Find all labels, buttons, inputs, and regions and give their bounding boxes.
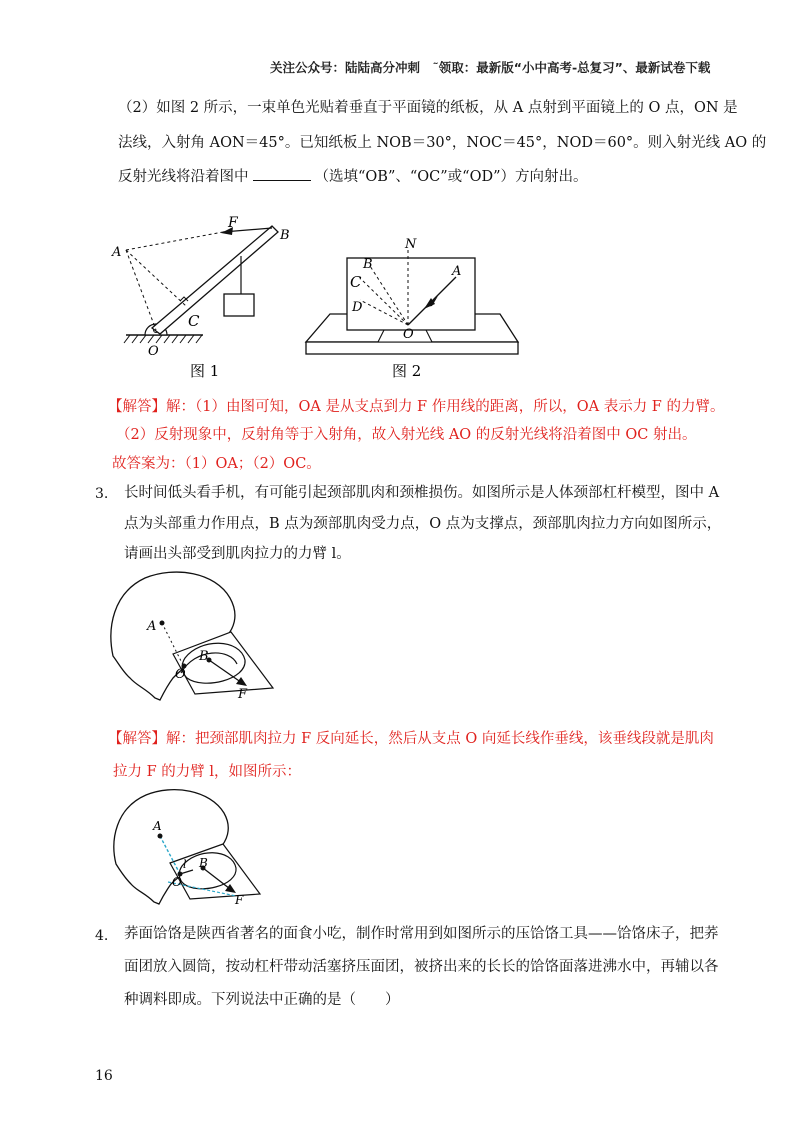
- figure-3-neck-lever: [105, 568, 280, 708]
- label-l: l: [183, 858, 187, 871]
- q4-line1: 荞面饸饹是陕西省著名的面食小吃，制作时常用到如图所示的压饸饹工具——饸饹床子，把荞: [124, 926, 719, 942]
- q4-number: 4.: [95, 928, 109, 944]
- label-B: B: [199, 649, 209, 664]
- q2-line3-suffix: （选填“OB”、“OC”或“OD”）方向射出。: [314, 169, 588, 185]
- q3-line1: 长时间低头看手机，有可能引起颈部肌肉和颈椎损伤。如图所示是人体颈部杠杆模型，图中 A: [124, 485, 720, 501]
- weight-block: [224, 294, 254, 316]
- lever-bar: [152, 226, 278, 334]
- label-F: F: [228, 215, 238, 231]
- label-C: C: [188, 312, 200, 330]
- label-B: B: [363, 257, 373, 272]
- q3-line3: 请画出头部受到肌肉拉力的力臂 l。: [124, 546, 351, 562]
- mirror-base: [306, 342, 518, 354]
- label-A: A: [147, 619, 157, 634]
- q3-line2: 点为头部重力作用点，B 点为颈部肌肉受力点，O 点为支撑点，颈部肌肉拉力方向如图所示，: [124, 516, 722, 532]
- q4-line3: 种调料即成。下列说法中正确的是（ ）: [124, 992, 400, 1008]
- label-F: F: [235, 893, 244, 907]
- label-A: A: [153, 819, 162, 833]
- q2-line1: （2）如图 2 所示，一束单色光贴着垂直于平面镜的纸板，从 A 点射到平面镜上的 O 点，ON 是: [118, 100, 738, 116]
- label-C: C: [350, 273, 362, 291]
- figure-4-answer: [108, 786, 268, 911]
- label-O: O: [148, 344, 159, 359]
- figure-2-mirror: [302, 232, 527, 392]
- answer-blank[interactable]: [253, 166, 311, 181]
- q4-line2: 面团放入圆筒，按动杠杆带动活塞挤压面团，被挤出来的长长的饸饹面落进沸水中，再辅以各: [124, 959, 719, 975]
- label-B: B: [280, 228, 290, 243]
- answer1-line3: 故答案为：（1）OA；（2）OC。: [112, 456, 321, 472]
- label-A: A: [112, 245, 122, 260]
- figure-1-caption: 图 1: [190, 362, 220, 380]
- answer1-tag: 【解答】: [108, 399, 166, 415]
- answer1-line1: [108, 397, 724, 417]
- page-number: 16: [95, 1068, 113, 1084]
- q2-line3-prefix: 反射光线将沿着图中: [118, 169, 249, 185]
- answer1-line2: （2）反射现象中，反射角等于入射角，故入射光线 AO 的反射光线将沿着图中 OC 射出。: [116, 427, 697, 443]
- q2-line3: [118, 166, 588, 187]
- label-N: N: [405, 237, 417, 252]
- label-D: D: [352, 300, 363, 315]
- answer2-text1: 解：把颈部肌肉拉力 F 反向延长，然后从支点 O 向延长线作垂线，该垂线段就是肌肉: [166, 731, 714, 747]
- q3-number: 3.: [95, 486, 109, 502]
- label-B: B: [199, 856, 208, 870]
- label-O: O: [403, 327, 414, 342]
- label-O: O: [172, 875, 182, 889]
- page-header: 关注公众号：陆陆高分冲刺 ˜领取：最新版“小中高考-总复习”、最新试卷下载: [270, 60, 711, 75]
- label-O: O: [175, 667, 186, 682]
- label-F: F: [238, 687, 248, 702]
- figure-2-caption: 图 2: [392, 362, 422, 380]
- label-A: A: [452, 264, 462, 279]
- answer2-line1: [108, 729, 714, 749]
- answer2-line2: 拉力 F 的力臂 l，如图所示：: [113, 764, 302, 780]
- answer2-tag: 【解答】: [108, 731, 166, 747]
- figure-1-lever: [108, 208, 308, 393]
- answer1-text1: 解：（1）由图可知，OA 是从支点到力 F 作用线的距离，所以，OA 表示力 F 的力臂。: [166, 399, 725, 415]
- q2-line2: 法线，入射角 AON＝45°。已知纸板上 NOB＝30°，NOC＝45°，NOD＝60°。则入射光线 AO 的: [118, 135, 767, 151]
